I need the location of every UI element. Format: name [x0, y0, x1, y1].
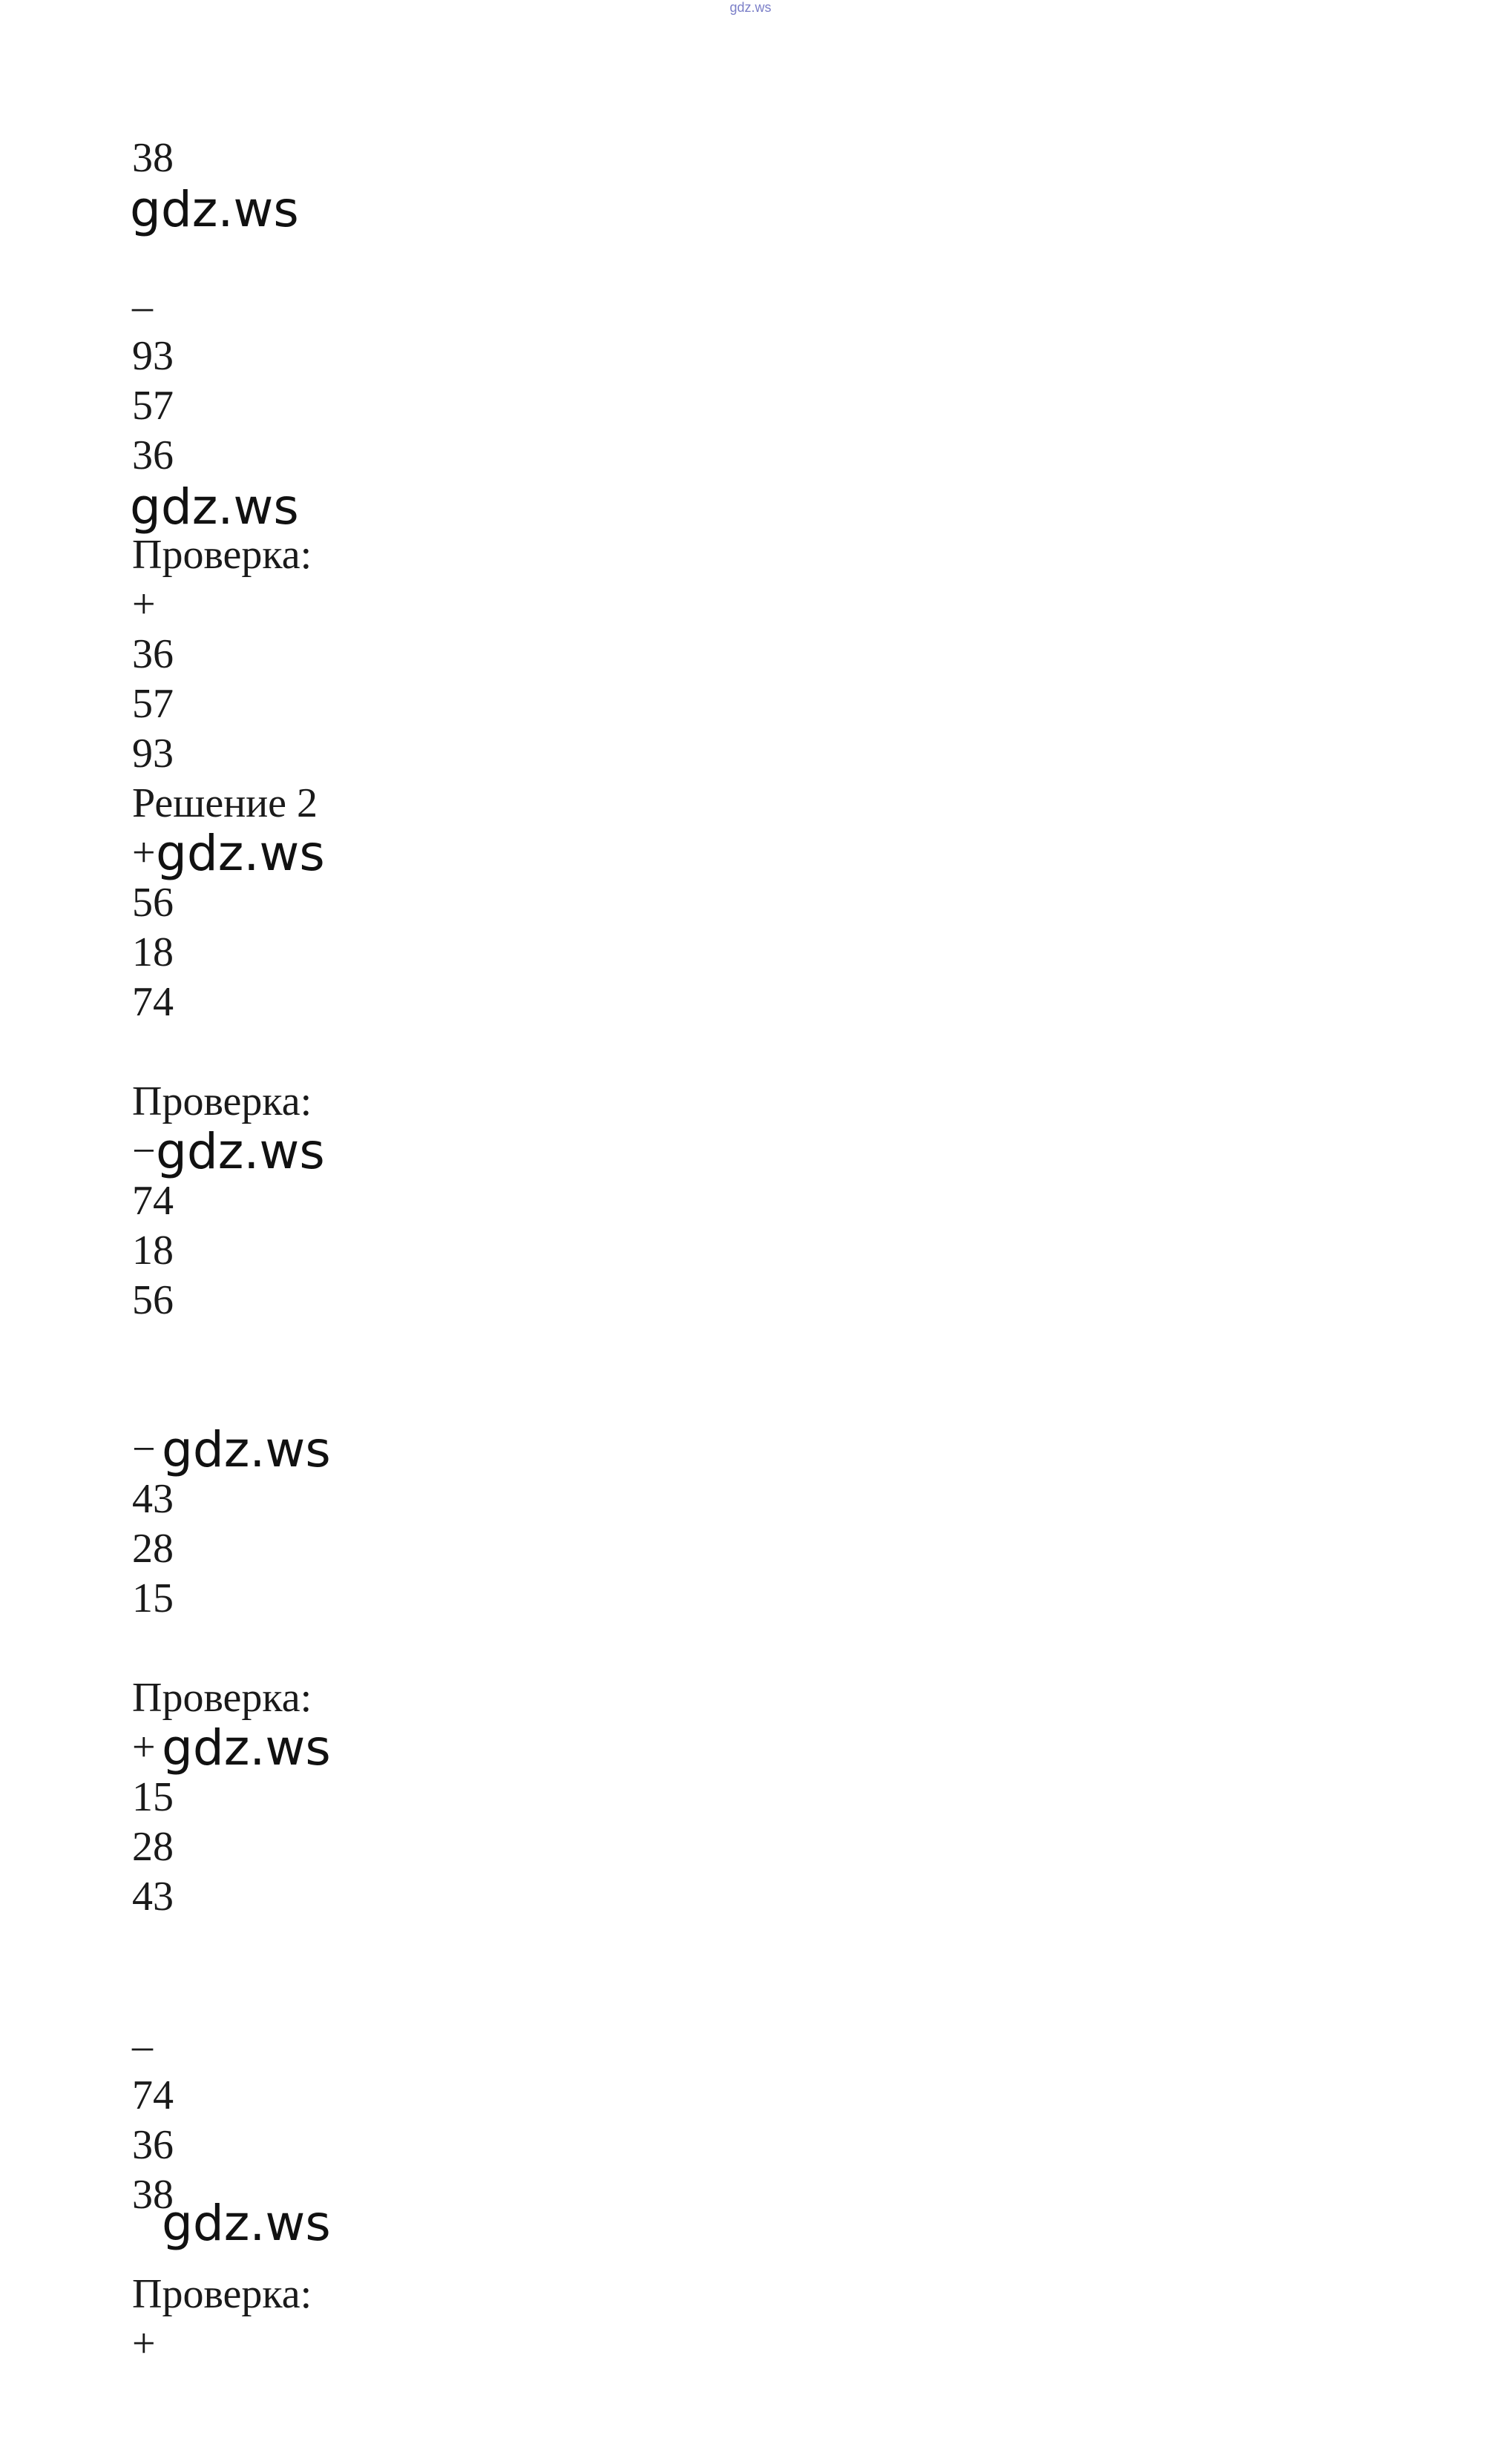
check-operator-plus: + [132, 582, 156, 627]
top-number: 38 [132, 135, 174, 181]
operand-result: 38 [132, 2172, 174, 2218]
check-label: Проверка: [132, 1078, 312, 1124]
check-operand-1: 15 [132, 1774, 174, 1820]
watermark-logo: gdz.ws [156, 1123, 325, 1180]
check-operator-minus: − [132, 1128, 156, 1174]
check-label: Проверка: [132, 1675, 312, 1721]
watermark-logo: gdz.ws [130, 181, 299, 238]
operand-1: 56 [132, 880, 174, 926]
operand-2: 18 [132, 929, 174, 975]
check-label: Проверка: [132, 2271, 312, 2317]
check-operator-plus: + [132, 2321, 156, 2367]
operator-plus: + [132, 830, 156, 876]
operand-2: 36 [132, 2122, 174, 2168]
operand-result: 36 [132, 432, 174, 478]
check-operand-2: 57 [132, 681, 174, 727]
check-result: 56 [132, 1277, 174, 1323]
check-label: Проверка: [132, 532, 312, 578]
header-watermark: gdz.ws [729, 0, 772, 15]
watermark-logo: gdz.ws [162, 1421, 331, 1478]
operand-1: 93 [132, 333, 174, 379]
check-operand-2: 18 [132, 1228, 174, 1274]
operator-minus: – [132, 2023, 153, 2069]
check-result: 93 [132, 731, 174, 777]
watermark-logo: gdz.ws [130, 478, 299, 536]
operand-1: 74 [132, 2072, 174, 2118]
operator-minus: − [132, 1426, 156, 1472]
check-operand-1: 74 [132, 1178, 174, 1224]
operand-result: 74 [132, 979, 174, 1025]
check-result: 43 [132, 1874, 174, 1920]
operand-1: 43 [132, 1476, 174, 1522]
check-operand-1: 36 [132, 631, 174, 677]
watermark-logo: gdz.ws [162, 1719, 331, 1776]
solution-title: Решение 2 [132, 780, 318, 826]
check-operand-2: 28 [132, 1824, 174, 1870]
check-operator-plus: + [132, 1725, 156, 1770]
operand-result: 15 [132, 1575, 174, 1621]
operator-minus: – [132, 283, 153, 329]
operand-2: 57 [132, 383, 174, 429]
watermark-logo: gdz.ws [162, 2195, 331, 2252]
operand-2: 28 [132, 1526, 174, 1572]
watermark-logo: gdz.ws [156, 825, 325, 882]
